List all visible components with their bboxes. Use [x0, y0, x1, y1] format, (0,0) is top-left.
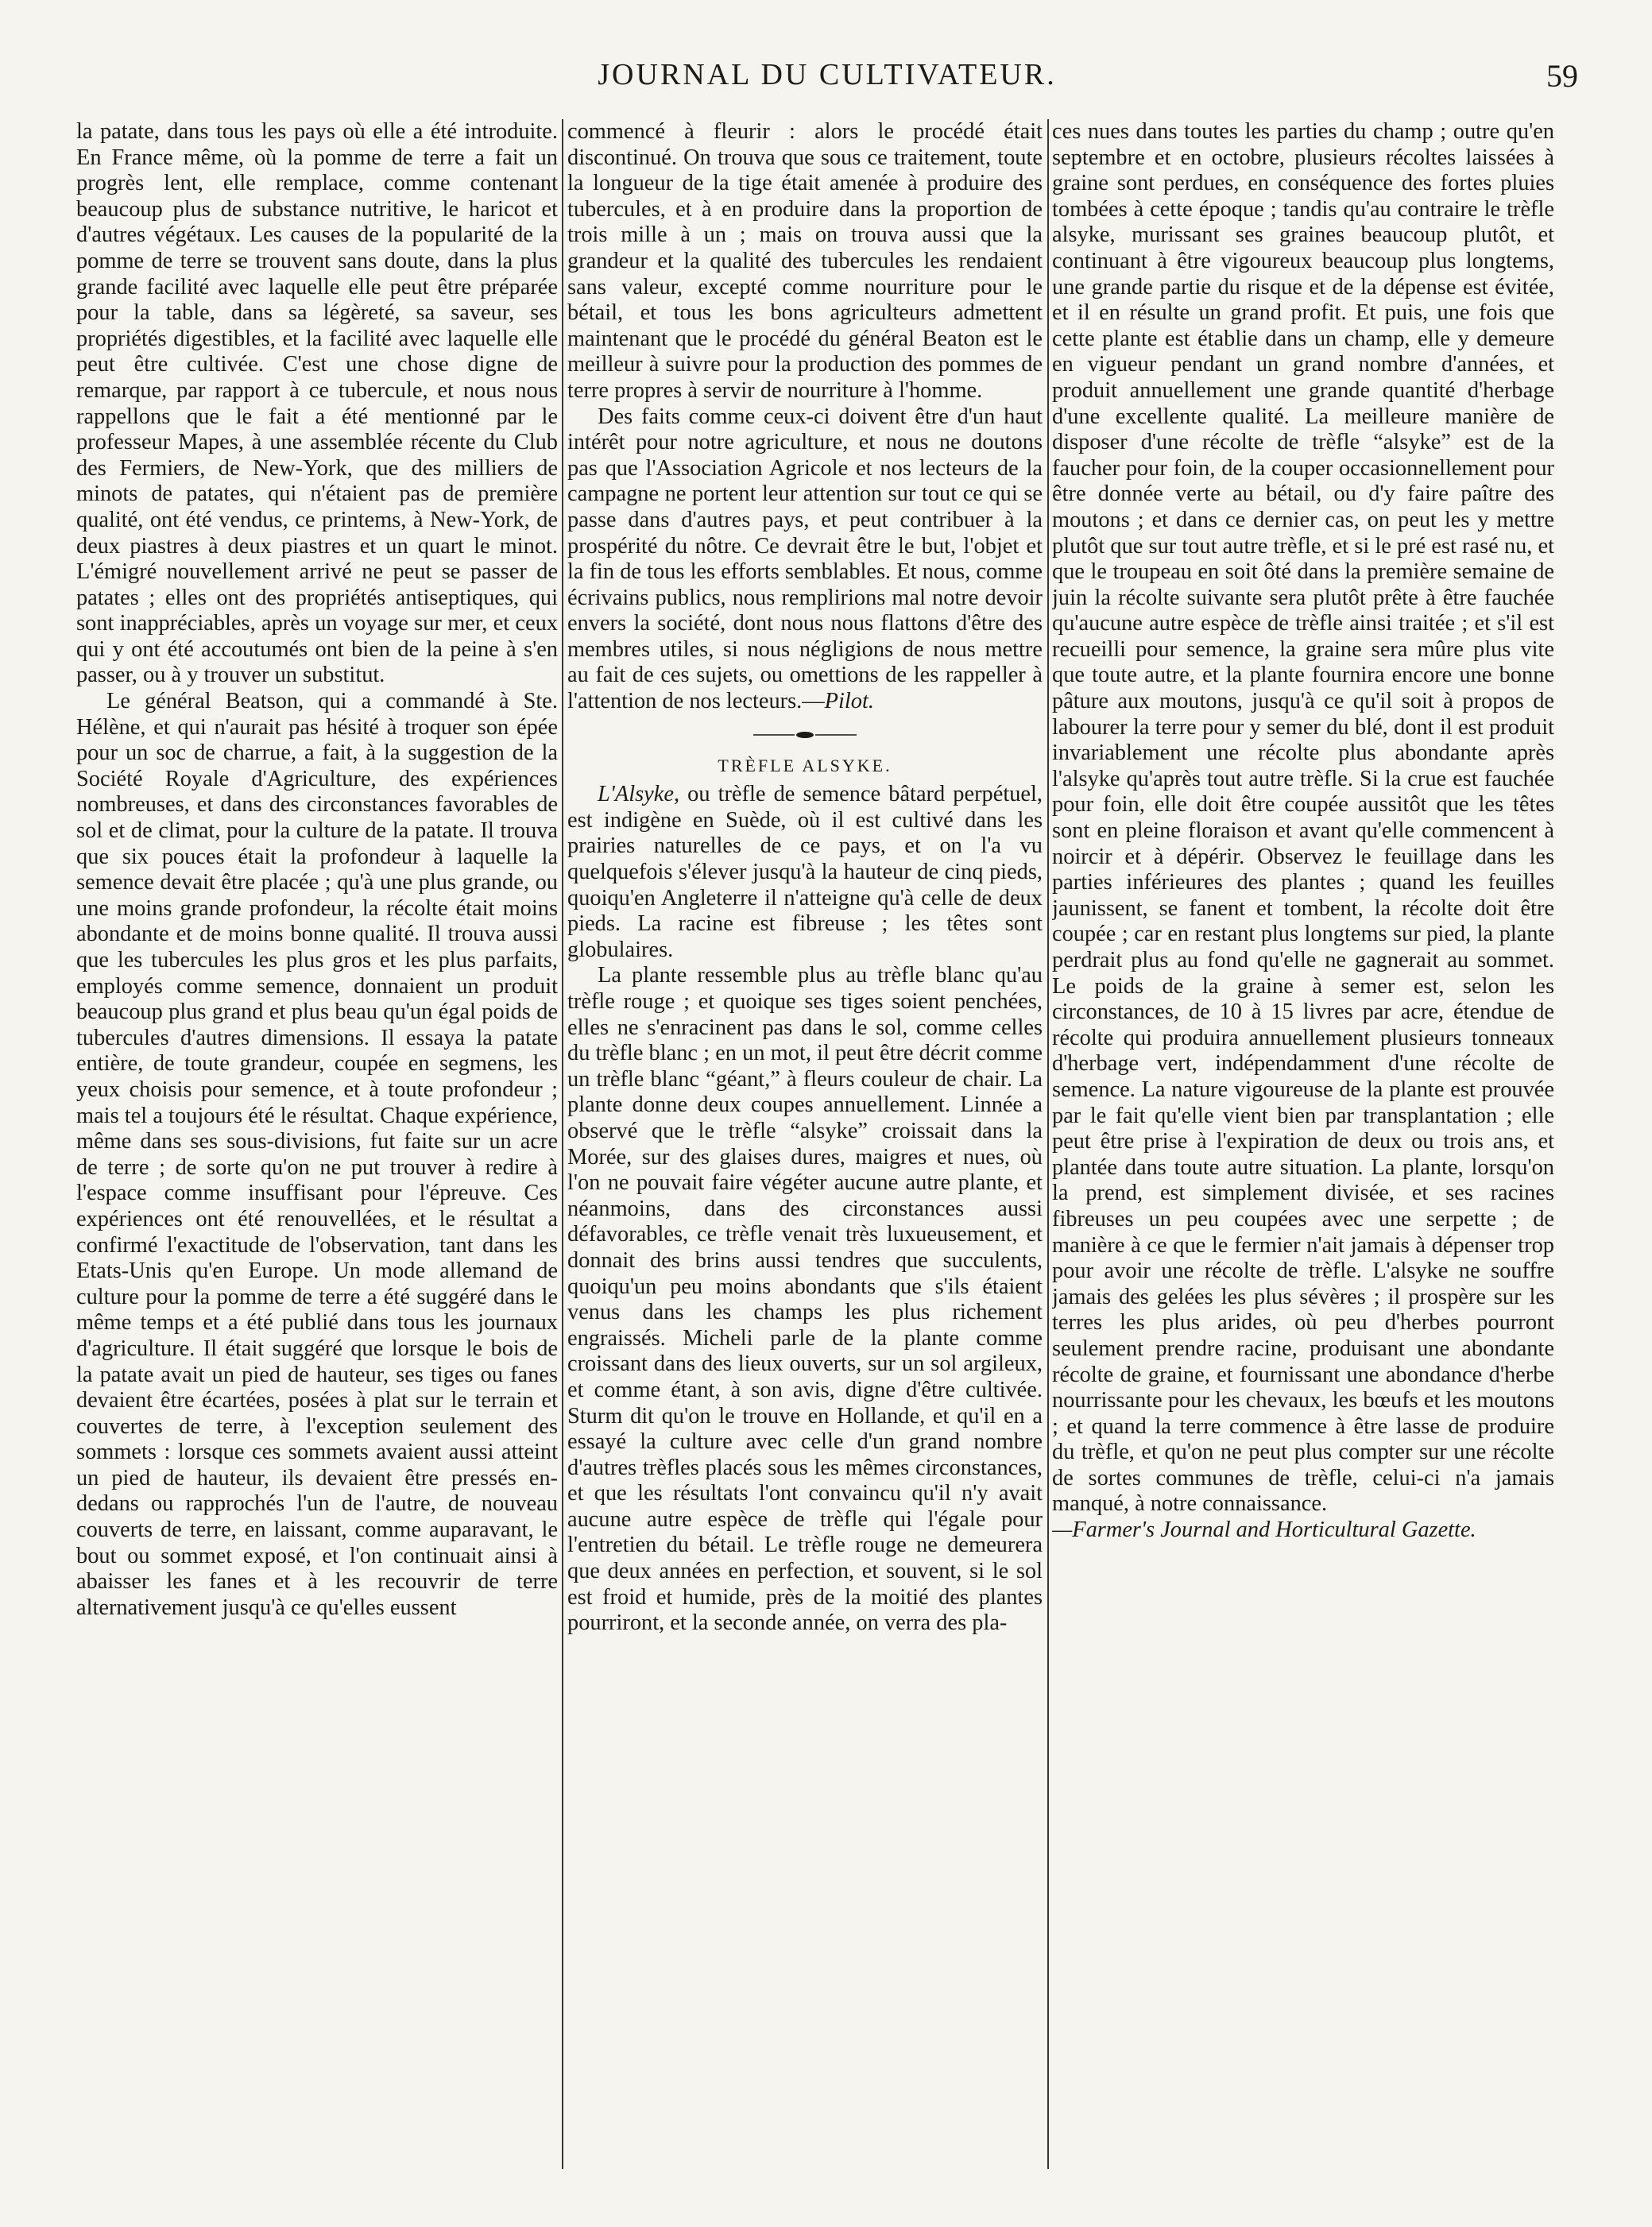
paragraph: Le général Beatson, qui a commandé à Ste. Hélène, et qui n'aurait pas hésité à troquer son épée pour un soc de charrue, a fait, à la suggestion de la Société Royale d'Agriculture, des expériences nombreuses, et dans des circonstances favorables de sol et de climat, pour la culture de la patate. Il trouva que six pouces était la profondeur à laquelle la semence devait être placée ; qu'à une plus grande, ou une moins grande profondeur, la récolte était moins abondante et de moins bonne qualité. Il trouva aussi que les tubercules les plus gros et les plus parfaits, employés comme semence, donnaient un produit beaucoup plus grand et plus beau qu'un égal poids de tubercules d'autres dimensions. Il essaya la patate entière, de toute grandeur, coupée en segmens, les yeux choisis pour semence, et à toute profondeur ; mais tel a toujours été le résultat. Chaque expérience, même dans ses sous-divisions, fut faite sur un acre de terre ; de sorte qu'on ne put trouver à redire à l'espace comme insuffisant pour l'épreuve. Ces expériences ont été renouvellées, et le résultat a confirmé l'exactitude de l'observation, tant dans les Etats-Unis qu'en Europe. Un mode allemand de culture pour la pomme de terre a été suggéré dans le même temps et a été publié dans tous les journaux d'agriculture. Il était suggéré que lorsque le bois de la patate avait un pied de hauteur, ses tiges ou fanes devaient être écartées, posées à plat sur le terrain et couvertes de terre, à l'exception seulement des sommets : lorsque ces sommets avaient aussi atteint un pied de hauteur, ils devaient être pressés en-dedans ou rapprochés l'un de l'autre, de nouveau couverts de terre, en laissant, comme auparavant, le bout ou sommet exposé, et l'on continuait ainsi à abaisser les fanes et à les recouvrir de terre alternativement jusqu'à ce qu'elles eussent	[76, 689, 558, 1620]
paragraph: La plante ressemble plus au trèfle blanc qu'au trèfle rouge ; et quoique ses tiges soient penchées, elles ne s'enracinent pas dans le sol, comme celles du trèfle blanc ; en un mot, il peut être décrit comme un trèfle blanc “géant,” à fleurs couleur de chair. La plante donne deux coupes annuellement. Linnée a observé que le trèfle “alsyke” croissait dans la Morée, sur des glaises dures, maigres et nues, où l'on ne pouvait faire végéter aucune autre plante, et néanmoins, dans des circonstances aussi défavorables, ce trèfle venait très luxueusement, et donnait des brins aussi tendres que succulents, quoiqu'un peu moins abondants que s'ils étaient venus dans les champs les plus richement engraissés. Micheli parle de la plante comme croissant dans des lieux ouverts, sur un sol argileux, et comme étant, à son avis, digne d'être cultivée. Sturm dit qu'on le trouve en Hollande, et qu'il en a essayé la culture avec celle d'un grand nombre d'autres trèfles placés sous les mêmes circonstances, et que les résultats l'ont convaincu qu'il n'y avait aucune autre espèce de trèfle qui l'égale pour l'entretien du bétail. Le trèfle rouge ne demeurera que deux années en perfection, et souvent, si le sol est froid et humide, près de la moitié des plantes pourriront, et la seconde année, on verra des pla-	[567, 963, 1043, 1636]
column-middle	[567, 119, 1043, 2169]
source-credit: Pilot.	[824, 689, 874, 714]
paragraph	[567, 782, 1043, 963]
source-credit: —Farmer's Journal and Horticultural Gazette.	[1052, 1518, 1476, 1543]
paragraph: ces nues dans toutes les parties du champ ; outre qu'en septembre et en octobre, plusieurs récoltes laissées à graine sont perdues, en conséquence des fortes pluies tombées à cette époque ; tandis qu'au contraire le trèfle alsyke, murissant ses graines beaucoup plutôt, et continuant à être vigoureux beaucoup plus longtems, une grande partie du risque et de la dépense est évitée, et il en résulte un grand profit. Et puis, une fois que cette plante est établie dans un champ, elle y demeure en vigueur pendant un grand nombre d'années, et produit annuellement une grande quantité d'herbage d'une excellente qualité. La meilleure manière de disposer d'une récolte de trèfle “alsyke” est de la faucher pour foin, de la couper occasionnellement pour être donnée verte au bétail, ou d'y faire paître des moutons ; et dans ce dernier cas, on peut les y mettre plutôt que sur tout autre trèfle, et si le pré est rasé nu, et que le troupeau en soit ôté dans la première semaine de juin la récolte suivante sera plutôt prête à être fauchée qu'aucune autre espèce de trèfle ainsi traitée ; et s'il est recueilli pour semence, la graine sera mûre plus vite que toute autre, et la plante fournira encore une bonne pâture aux moutons, jusqu'à ce qu'il soit à propos de labourer la terre pour y semer du blé, dont il est produit invariablement une récolte plus abondante après l'alsyke qu'après tout autre trèfle. Si la crue est fauchée pour foin, elle doit être coupée aussitôt que les têtes sont en pleine floraison et avant qu'elle commencent à noircir et à dépérir. Observez le feuillage dans les parties inférieures des plantes ; quand les feuilles jaunissent, se fanent et tombent, la récolte doit être coupée ; car en restant plus longtems sur pied, la plante perdrait plus au fond qu'elle ne gagnerait au sommet. Le poids de la graine à semer est, selon les circonstances, de 10 à 15 livres par acre, étendue de récolte qui produira annuellement plusieurs tonneaux d'herbage vert, indépendamment d'une récolte de semence. La nature vigoureuse de la plante est prouvée par le fait qu'elle vient bien par transplantation ; elle peut être prise à l'expiration de deux ou trois ans, et plantée dans toute autre situation. La plante, lorsqu'on la prend, est simplement divisée, et ses racines fibreuses un peu coupées avec une serpette ; de manière à ce que le fermier n'ait jamais à dépenser trop pour avoir une récolte de trèfle. L'alsyke ne souffre jamais des gelées les plus sévères ; il prospère sur les terres les plus arides, où peu d'herbes pourront seulement prendre racine, produisant une abondante récolte de graine, et fournissant une abondance d'herbe nourrissante pour les chevaux, les bœufs et les moutons ; et quand la terre commence à être lasse de produire du trèfle, et qu'on ne peut plus compter sur une récolte de sortes communes de trèfle, celui-ci n'a jamais manqué, à notre connaissance.	[1052, 119, 1554, 1517]
section-divider-ornament	[753, 729, 857, 740]
column-rule-right	[1047, 119, 1049, 2169]
running-head	[76, 57, 1578, 108]
paragraph: la patate, dans tous les pays où elle a été introduite. En France même, où la pomme de terre a fait un progrès lent, elle remplace, comme contenant beaucoup plus de substance nutritive, le haricot et d'autres végétaux. Les causes de la popularité de la pomme de terre se trouvent sans doute, dans la plus grande facilité avec laquelle elle peut être préparée pour la table, dans sa légèreté, sa saveur, ses propriétés digestibles, et la facilité avec laquelle elle peut être cultivée. C'est une chose digne de remarque, par rapport à ce tubercule, et nous nous rappellons que le fait a été mentionné par le professeur Mapes, à une assemblée récente du Club des Fermiers, de New-York, que des milliers de minots de patates, qui n'étaient pas de première qualité, ont été vendus, ce printems, à New-York, de deux piastres à deux piastres et un quart le minot. L'émigré nouvellement arrivé ne peut se passer de patates ; elles ont des propriétés antiseptiques, qui sont inappréciables, après un voyage sur mer, et ceux qui y ont été accoutumés ont bien de la peine à s'en passer, ou à y trouver un substitut.	[76, 119, 558, 688]
paragraph-text: Des faits comme ceux-ci doivent être d'un haut intérêt pour notre agriculture, et nous ne doutons pas que l'Association Agricole et nos lecteurs de la campagne ne portent leur attention sur tout ce qui se passe dans d'autres pays, et peut contribuer à la prospérité du nôtre. Ce devrait être le but, l'objet et la fin de tous les efforts semblables. Et nous, comme écrivains publics, nous remplirions mal notre devoir envers la société, dont nous nous flattons d'être des membres utiles, si nous négligions de nous mettre au fait de ces sujets, ou omettions de les rappeller à l'attention de nos lecteurs.—	[567, 404, 1043, 714]
section-title: TRÈFLE ALSYKE.	[718, 755, 892, 775]
column-left	[76, 119, 558, 2169]
paragraph-text: ou trèfle de semence bâtard perpétuel, est indigène en Suède, où il est cultivé dans les prairies naturelles de ce pays, et on l'a vu quelquefois s'élever jusqu'à la hauteur de cinq pieds, quoiqu'en Angleterre il n'atteigne qu'à celle de deux pieds. La racine est fibreuse ; les têtes sont globulaires.	[567, 782, 1043, 962]
paragraph	[567, 404, 1043, 715]
running-title: JOURNAL DU CULTIVATEUR.	[598, 58, 1057, 91]
column-right	[1052, 119, 1554, 2169]
term-lead: L'Alsyke,	[598, 782, 680, 807]
page-number: 59	[1546, 58, 1578, 94]
column-rule-left	[562, 119, 563, 2169]
paragraph: commencé à fleurir : alors le procédé était discontinué. On trouva que sous ce traitement, toute la longueur de la tige était amenée à produire des tubercules, et à en produire dans la proportion de trois mille à un ; mais on trouva aussi que la grandeur et la qualité des tubercules les rendaient sans valeur, excepté comme nourriture pour le bétail, et tous les bons agriculteurs admettent maintenant que le procédé du général Beaton est le meilleur à suivre pour la production des pommes de terre propres à servir de nourriture à l'homme.	[567, 119, 1043, 403]
